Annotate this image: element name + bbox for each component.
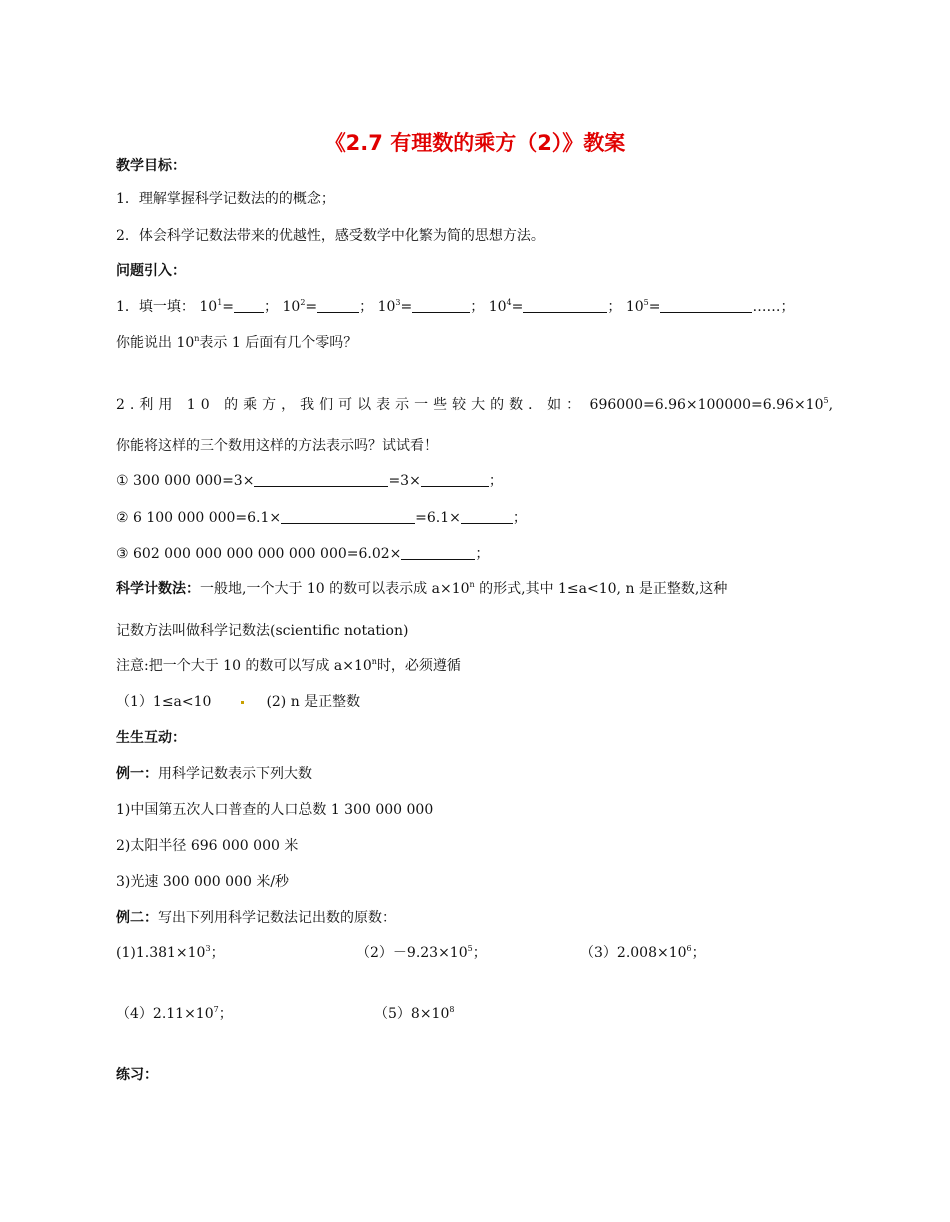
- bullet-dot: [241, 701, 244, 704]
- example-2-item: $(5)8\times 10^8$: [374, 1005, 455, 1022]
- answer-blank[interactable]: [421, 472, 489, 487]
- power-4: $10^4=$: [488, 298, 524, 315]
- exercise-2: ② 6 100 000 000=6.1× =6.1× ；: [116, 510, 527, 526]
- answer-blank[interactable]: [317, 298, 359, 313]
- rule-1: （1）1≤a<10: [116, 694, 212, 710]
- fill-in-powers: 1．填一填： $10^1=$ ； $10^2=$ ； $10^3=$ ； $10^4=$ ； $10^5=$ ……；: [116, 298, 795, 315]
- power-2: $10^2=$: [282, 298, 318, 315]
- sci-definition: 科学计数法：一般地,一个大于 10 的数可以表示成 $a\times 10^n$ 的形式,其中 1≤a<10, n 是正整数,这种: [116, 580, 728, 597]
- q1-label: 1．填一填：: [116, 299, 195, 315]
- sci-label: 科学计数法：: [116, 581, 200, 597]
- example-1-item: 1)中国第五次人口普查的人口总数 1 300 000 000: [116, 802, 434, 818]
- power-5: $10^5=$: [625, 298, 661, 315]
- q1-follow-up: 你能说出 10$^n$表示 1 后面有几个零吗？: [116, 334, 358, 351]
- exercise-3: ③ 602 000 000 000 000 000 000=6.02× ；: [116, 546, 490, 562]
- objective-item-1: 1．理解掌握科学记数法的的概念；: [116, 191, 335, 207]
- example-2-label: 例二：: [116, 910, 158, 926]
- rule-2: (2) n 是正整数: [266, 694, 361, 710]
- answer-blank[interactable]: [523, 298, 607, 313]
- example-2-item: $(4)2.11\times 10^7$；: [116, 1005, 233, 1022]
- example-2-item: $(1)1.381\times 10^3$；: [116, 944, 225, 961]
- interaction-heading: 生生互动：: [116, 730, 186, 746]
- power-3: $10^3=$: [377, 298, 413, 315]
- answer-blank[interactable]: [401, 545, 475, 560]
- power-1: $10^1=$: [199, 298, 235, 315]
- q2-follow-up: 你能将这样的三个数用这样的方法表示吗？试试看！: [116, 438, 438, 454]
- answer-blank[interactable]: [412, 298, 470, 313]
- example-1-label: 例一：: [116, 766, 158, 782]
- answer-blank[interactable]: [254, 472, 388, 487]
- example-1-item: 2)太阳半径 696 000 000 米: [116, 838, 299, 854]
- exercise-1: ① 300 000 000=3× =3× ；: [116, 473, 503, 489]
- intro-heading: 问题引入：: [116, 263, 186, 279]
- q2-example: $696000=6.96\times 100000=6.96\times 10^5$,: [589, 396, 834, 413]
- sci-rules: [116, 693, 360, 711]
- objectives-heading: 教学目标：: [116, 158, 186, 174]
- example-2-item: $(3)2.008\times 10^6$；: [580, 944, 706, 961]
- example-2: 例二：写出下列用科学记数法记出数的原数：: [116, 910, 396, 926]
- example-1-item: 3)光速 300 000 000 米/秒: [116, 874, 290, 890]
- practice-heading: 练习：: [116, 1067, 158, 1083]
- answer-blank[interactable]: [660, 298, 752, 313]
- q2-text: 2.利用 10 的乘方，我们可以表示一些较大的数．如： $696000=6.96\times 100000=6.96\times 10^5$,: [116, 396, 834, 413]
- example-2-item: $(2)-9.23\times 10^5$；: [356, 944, 487, 961]
- answer-blank[interactable]: [234, 298, 264, 313]
- sci-definition-line2: 记数方法叫做科学记数法(scientific notation): [116, 623, 409, 639]
- sci-note: 注意:把一个大于 10 的数可以写成 $a\times 10^n$时，必须遵循: [116, 657, 461, 674]
- answer-blank[interactable]: [281, 509, 415, 524]
- example-1: 例一：用科学记数表示下列大数: [116, 766, 312, 782]
- objective-item-2: 2．体会科学记数法带来的优越性，感受数学中化繁为简的思想方法。: [116, 228, 545, 244]
- answer-blank[interactable]: [461, 509, 513, 524]
- page-title: 《2.7 有理数的乘方（2）》教案: [324, 131, 626, 155]
